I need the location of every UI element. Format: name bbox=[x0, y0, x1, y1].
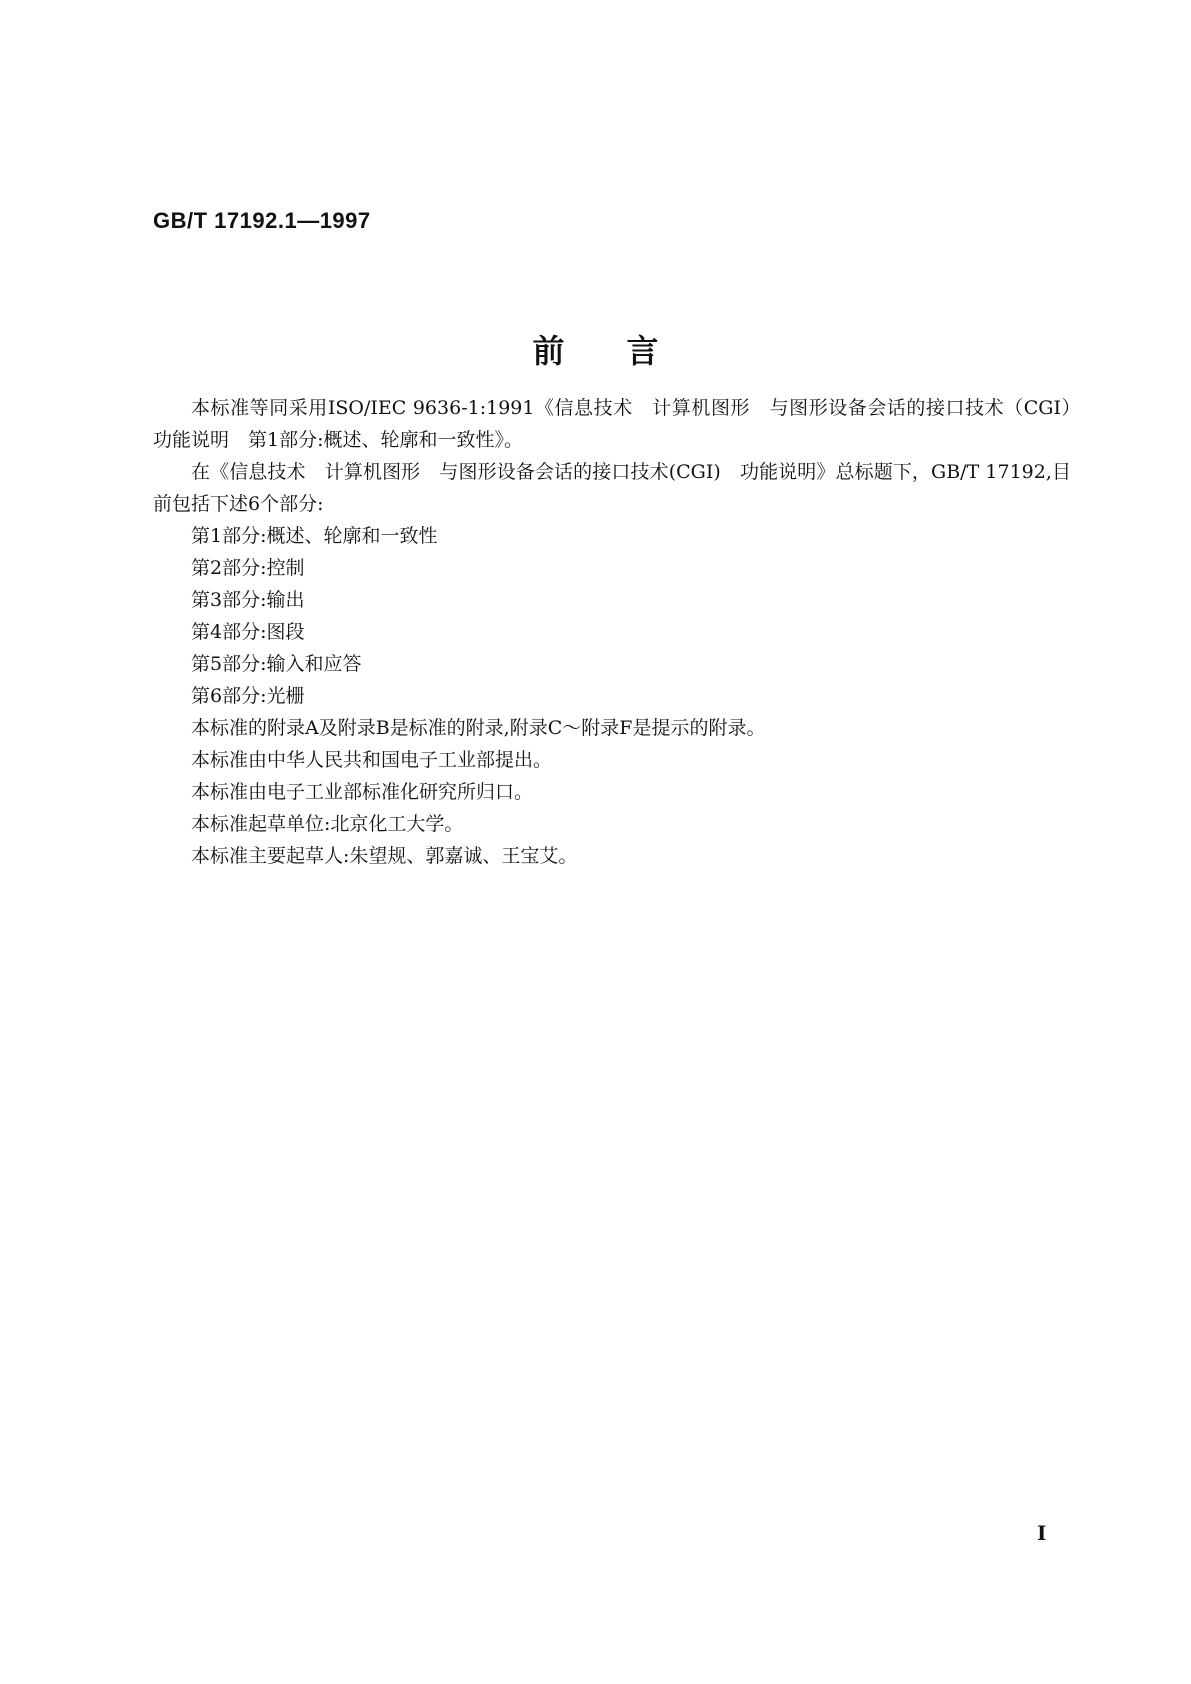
series-paragraph: 在《信息技术 计算机图形 与图形设备会话的接口技术(CGI) 功能说明》总标题下，GB/T 17192,目前包括下述6个部分: bbox=[153, 461, 1071, 515]
document-code: GB/T 17192.1—1997 bbox=[153, 208, 371, 233]
part-list-item: 第5部分:输入和应答 bbox=[191, 653, 362, 675]
drafting-unit-statement: 本标准起草单位:北京化工大学。 bbox=[191, 813, 464, 835]
part-list-item: 第4部分:图段 bbox=[191, 621, 305, 643]
responsible-unit-statement: 本标准由电子工业部标准化研究所归口。 bbox=[191, 781, 534, 803]
document-body bbox=[153, 392, 1091, 872]
page-number: I bbox=[1037, 1521, 1047, 1545]
proposer-statement: 本标准由中华人民共和国电子工业部提出。 bbox=[191, 749, 553, 771]
part-list-item: 第1部分:概述、轮廓和一致性 bbox=[191, 525, 438, 547]
drafters-statement: 本标准主要起草人:朱望规、郭嘉诚、王宝艾。 bbox=[191, 845, 578, 867]
part-list-item: 第2部分:控制 bbox=[191, 557, 305, 579]
annex-statement: 本标准的附录A及附录B是标准的附录,附录C～附录F是提示的附录。 bbox=[191, 717, 766, 739]
part-list-item: 第3部分:输出 bbox=[191, 589, 305, 611]
section-title: 前言 bbox=[532, 332, 721, 370]
part-list-item: 第6部分:光栅 bbox=[191, 685, 305, 707]
intro-paragraph: 本标准等同采用ISO/IEC 9636-1:1991《信息技术 计算机图形 与图形设备会话的接口技术（CGI） 功能说明 第1部分:概述、轮廓和一致性》。 bbox=[153, 397, 1091, 451]
